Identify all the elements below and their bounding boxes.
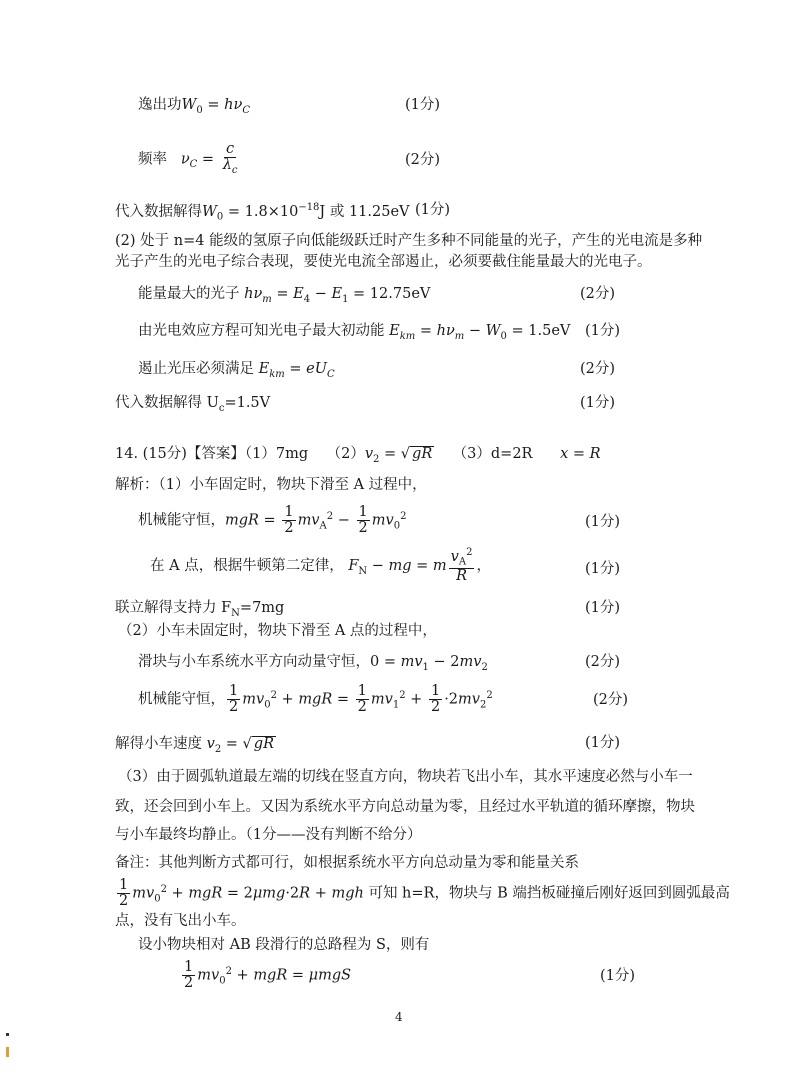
score: (1分) [405,97,441,113]
score: (2分) [580,361,616,377]
line-support-force: 联立解得支持力 $F_N=7mg$ [115,600,285,619]
line-newton: 在 A 点，根据牛顿第二定律， $F_N$ − mg = m $\frac{v_A^2}{R}$ ， [150,547,491,585]
score: (2分) [585,654,621,670]
score: (1分) [585,561,621,577]
line-max-photon: 能量最大的光子 $h\nu_m = E_4 - E_1 = 12.75eV$ [138,286,431,305]
line-result-w0: 代入数据解得$W_0 = 1.8\times 10^{-18}J$ 或 11.25eV [115,202,410,223]
line-cart-speed: 解得小车速度 $v_2$ = √ gR [115,736,274,755]
paragraph-line: 点，没有飞出小车。 [115,913,246,929]
paragraph-line: 与小车最终均静止。（1分——没有判断不给分） [115,827,422,843]
paragraph-line: （3）由于圆弧轨道最左端的切线在竖直方向，物块若飞出小车，其水平速度必然与小车一 [118,769,693,785]
score: (1分) [585,323,621,339]
score: (2分) [593,692,629,708]
score: (1分) [585,600,621,616]
page-number: 4 [395,1010,403,1024]
line-energy-1: 机械能守恒，mgR = $\frac{1}{2}$ $mv_A^2$ − $\frac{1}{2}$ $mv_0^2$ [138,504,407,537]
score: (2分) [580,286,616,302]
score: (1分) [585,735,621,751]
line-energy-2: 机械能守恒， $\frac{1}{2}$ $mv_0^2$ + mgR = $\frac{1}{2}$ $mv_1^2$ + $\frac{1}{2}$ $\cdot 2mv_2^2$ [138,683,493,716]
line-photoelectric: 由光电效应方程可知光电子最大初动能 $E_{km} = h\nu_m - W_0 = 1.5eV$ [138,323,571,342]
line-frequency: 频率 $\nu_C$ = $\frac{c}{\lambda_c}$ [138,141,238,177]
paragraph-line: 解析：（1）小车固定时，物块下滑至 A 过程中， [115,477,427,493]
paragraph-line: 设小物块相对 AB 段滑行的总路程为 S，则有 [138,937,430,953]
scan-mark [6,1047,9,1057]
score: (2分) [405,152,441,168]
line-momentum: 滑块与小车系统水平方向动量守恒，$0 = mv_1 - 2mv_2$ [138,654,488,673]
paragraph-line: (2) 处于 n=4 能级的氢原子向低能级跃迁时产生多种不同能量的光子，产生的光电流是多种 [115,233,703,249]
line-energy-note: $\frac{1}{2}$ $mv_0^2$ + mgR = 2μmg·2R + mgh 可知 h=R，物块与 B 端挡板碰撞后刚好返回到圆弧最高 [119,877,730,910]
line-total-path: $\frac{1}{2}$ $mv_0^2$ + mgR = μmgS [184,959,352,992]
score: (1分) [585,514,621,530]
score: (1分) [580,395,616,411]
paragraph-line: （2）小车未固定时，物块下滑至 A 点的过程中， [118,623,437,639]
scan-mark [6,1033,9,1036]
line-work-function: 逸出功$W_0 = h\nu_C$ [138,97,250,116]
paragraph-line: 致，还会回到小车上。又因为系统水平方向总动量为零，且经过水平轨道的循环摩擦，物块 [115,799,695,815]
score: (1分) [415,202,451,218]
line-uc: 代入数据解得 $U_c=1.5V$ [115,395,271,414]
paragraph-line: 备注：其他判断方式都可行，如根据系统水平方向总动量为零和能量关系 [115,855,579,871]
line-stopping: 遏止光压必须满足 $E_{km} = eU_C$ [138,361,335,380]
score: (1分) [600,968,636,984]
paragraph-line: 光子产生的光电子综合表现，要使光电流全部遏止，必须要截住能量最大的光电子。 [115,254,652,270]
answer-line: 14. (15分)【答案】（1）7mg $(2)v_2$ = √ gR （3）d=2R x = R [115,446,601,465]
